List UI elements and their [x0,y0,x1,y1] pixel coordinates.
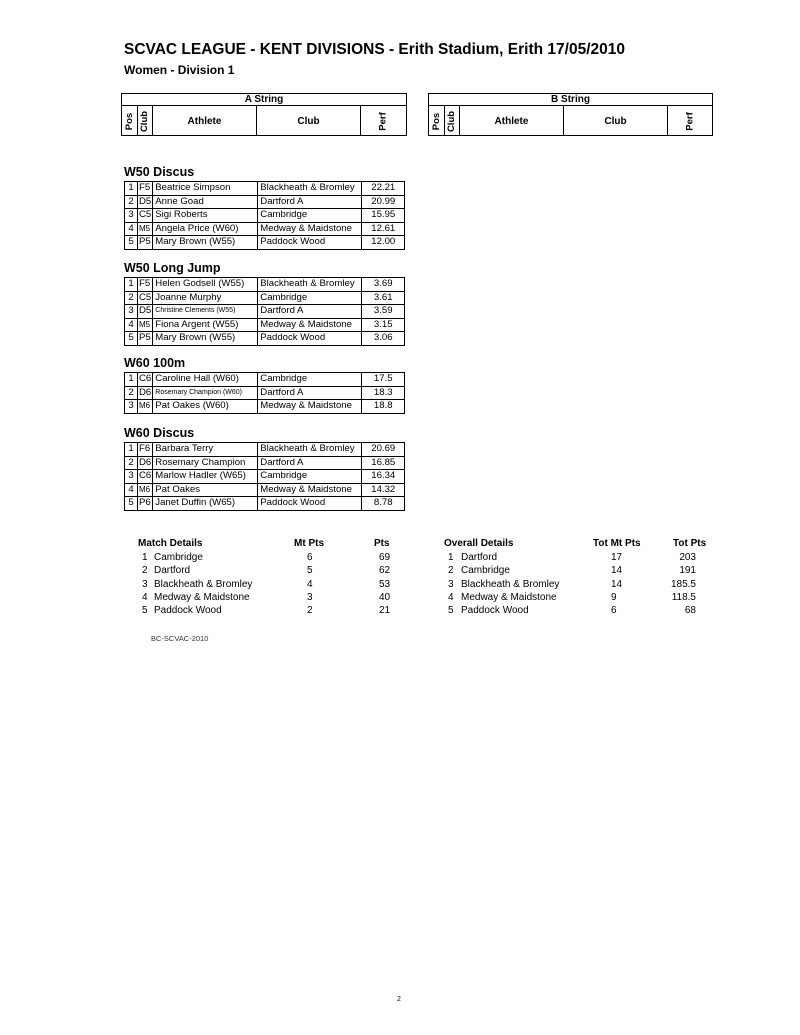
position-cell: 3 [125,305,138,319]
club-cell: Cambridge [258,373,362,387]
a-string-title: A String [122,94,406,106]
position-cell: 3 [125,209,138,223]
event-title: W50 Discus [124,165,195,179]
athlete-cell: Mary Brown (W55) [153,332,258,346]
match-pos: 2 [142,565,148,577]
club-cell: Dartford A [258,386,362,400]
a-string-header [121,93,407,136]
athlete-cell: Rosemary Champion [153,456,258,470]
mt-pts-header: Mt Pts [294,538,324,549]
athlete-cell: Pat Oakes (W60) [153,400,258,414]
match-mt-pts: 2 [307,605,313,617]
match-pos: 5 [142,605,148,617]
club-code-cell: C5 [139,291,152,303]
performance-cell: 3.69 [362,278,405,292]
club-cell: Dartford A [258,195,362,209]
performance-cell: 16.34 [362,470,405,484]
overall-pos: 3 [448,578,454,590]
event-block-w50-long-jump [124,261,405,346]
performance-cell: 15.95 [362,209,405,223]
result-row [125,209,405,223]
club-code-cell: F5 [138,182,153,196]
pos-column-header: Pos [431,112,442,130]
club-code-cell: D5 [139,305,152,317]
athlete-cell: Beatrice Simpson [153,182,258,196]
position-cell: 4 [125,318,138,332]
match-mt-pts: 6 [307,552,313,563]
athlete-cell: Fiona Argent (W55) [153,318,258,332]
overall-tot-pts: 68 [684,605,696,617]
athlete-cell: Angela Price (W60) [153,222,258,236]
performance-cell: 14.32 [362,483,405,497]
club-code-cell: D6 [139,456,152,468]
performance-cell: 3.15 [362,318,405,332]
result-row [125,386,405,400]
page-subtitle: Women - Division 1 [124,63,235,77]
athlete-cell: Mary Brown (W55) [153,236,258,250]
position-cell: 5 [125,236,138,250]
position-cell: 4 [125,222,138,236]
club-cell: Medway & Maidstone [258,483,362,497]
position-cell: 1 [125,373,138,387]
overall-club: Blackheath & Bromley [461,578,560,590]
result-row [125,195,405,209]
match-club: Dartford [154,565,191,577]
position-cell: 3 [125,400,138,414]
club-cell: Paddock Wood [258,497,362,511]
overall-tot-pts: 191 [679,565,696,577]
match-details [138,538,408,628]
club-code-cell: F5 [138,278,153,292]
result-row [125,291,405,305]
overall-pos: 1 [448,552,454,563]
position-cell: 2 [125,386,138,400]
match-mt-pts: 3 [307,591,313,603]
club-code-cell: D5 [139,195,152,207]
club-code-column-header: Club [446,110,458,132]
result-row [125,318,405,332]
overall-pos: 4 [448,591,454,603]
match-pts: 69 [379,552,391,563]
results-table [124,277,405,346]
performance-cell: 16.85 [362,456,405,470]
overall-tot-mt: 14 [611,578,623,590]
performance-cell: 8.78 [362,497,405,511]
club-code-cell: C6 [139,373,152,385]
athlete-cell: Barbara Terry [153,443,258,457]
performance-cell: 3.59 [362,305,405,319]
event-title: W50 Long Jump [124,261,221,275]
match-mt-pts: 5 [307,565,313,577]
match-mt-pts: 4 [307,578,313,590]
club-code-cell: M5 [138,318,153,332]
result-row [125,332,405,346]
page-title: SCVAC LEAGUE - KENT DIVISIONS - Erith Stadium, Erith 17/05/2010 [124,41,625,58]
club-code-cell: P6 [138,497,153,511]
position-cell: 2 [125,456,138,470]
b-string-header [428,93,713,136]
result-row [125,278,405,292]
match-pts: 40 [379,591,391,603]
perf-column-header: Perf [684,111,696,131]
athlete-cell: Pat Oakes [153,483,258,497]
b-string-title: B String [429,94,712,106]
results-table [124,442,405,511]
athlete-cell: Rosemary Champion (W60) [153,386,258,400]
club-cell: Blackheath & Bromley [258,182,362,196]
results-table [124,181,405,250]
performance-cell: 12.00 [362,236,405,250]
position-cell: 3 [125,470,138,484]
result-row [125,400,405,414]
athlete-cell: Helen Godsell (W55) [153,278,258,292]
result-row [125,470,405,484]
event-block-w50-discus [124,165,405,250]
club-cell: Cambridge [258,470,362,484]
club-column-header: Club [564,106,668,136]
match-pts: 53 [379,578,391,590]
event-block-w60-100m [124,356,405,414]
result-row [125,443,405,457]
performance-cell: 22.21 [362,182,405,196]
athlete-cell: Christine Clements (W55) [153,305,258,319]
club-cell: Cambridge [258,291,362,305]
page-number: 2 [397,996,401,1003]
club-code-cell: P5 [138,332,153,346]
club-code-column-header: Club [139,110,151,132]
match-pts: 21 [379,605,391,617]
club-code-cell: F6 [138,443,153,457]
performance-cell: 3.61 [362,291,405,305]
club-code-cell: P5 [138,236,153,250]
match-pos: 1 [142,552,148,563]
match-club: Cambridge [154,552,203,563]
club-code-cell: C5 [139,209,152,221]
club-cell: Paddock Wood [258,332,362,346]
position-cell: 2 [125,291,138,305]
position-cell: 2 [125,195,138,209]
overall-club: Cambridge [461,565,510,577]
club-cell: Medway & Maidstone [258,400,362,414]
performance-cell: 20.69 [362,443,405,457]
overall-club: Dartford [461,552,498,563]
pts-header: Pts [374,538,390,549]
result-row [125,497,405,511]
club-code-cell: C6 [139,470,152,482]
athlete-column-header: Athlete [460,106,564,136]
athlete-cell: Marlow Hadler (W65) [153,470,258,484]
match-pts: 62 [379,565,391,577]
overall-club: Medway & Maidstone [461,591,557,603]
performance-cell: 17.5 [362,373,405,387]
tot-pts-header: Tot Pts [673,538,707,549]
club-code-cell: M5 [138,222,153,236]
position-cell: 5 [125,332,138,346]
overall-pos: 2 [448,565,454,577]
performance-cell: 20.99 [362,195,405,209]
performance-cell: 3.06 [362,332,405,346]
overall-tot-mt: 9 [611,591,617,603]
athlete-cell: Joanne Murphy [153,291,258,305]
club-column-header: Club [257,106,361,136]
match-club: Paddock Wood [154,605,222,617]
results-table [124,372,405,414]
event-title: W60 Discus [124,426,195,440]
athlete-cell: Sigi Roberts [153,209,258,223]
overall-tot-pts: 203 [679,552,696,563]
result-row [125,305,405,319]
overall-club: Paddock Wood [461,605,529,617]
perf-column-header: Perf [377,111,389,131]
overall-pos: 5 [448,605,454,617]
overall-tot-pts: 118.5 [671,591,696,603]
athlete-cell: Anne Goad [153,195,258,209]
club-cell: Medway & Maidstone [258,222,362,236]
overall-tot-mt: 14 [611,565,623,577]
position-cell: 4 [125,483,138,497]
club-cell: Medway & Maidstone [258,318,362,332]
position-cell: 1 [125,443,138,457]
overall-tot-mt: 6 [611,605,617,617]
result-row [125,182,405,196]
result-row [125,222,405,236]
tot-mt-pts-header: Tot Mt Pts [593,538,641,549]
athlete-column-header: Athlete [153,106,257,136]
overall-tot-mt: 17 [611,552,623,563]
overall-details-header: Overall Details [444,538,514,549]
club-cell: Paddock Wood [258,236,362,250]
performance-cell: 18.3 [362,386,405,400]
club-cell: Cambridge [258,209,362,223]
position-cell: 1 [125,182,138,196]
club-cell: Dartford A [258,456,362,470]
club-code-cell: M6 [138,400,153,414]
footer-code: BC-SCVAC-2010 [151,634,209,643]
match-pos: 4 [142,591,148,603]
position-cell: 1 [125,278,138,292]
match-club: Blackheath & Bromley [154,578,253,590]
match-pos: 3 [142,578,148,590]
result-row [125,456,405,470]
performance-cell: 12.61 [362,222,405,236]
overall-tot-pts: 185.5 [670,578,696,590]
event-block-w60-discus [124,426,405,511]
result-row [125,236,405,250]
match-details-header: Match Details [138,538,203,549]
club-cell: Blackheath & Bromley [258,443,362,457]
performance-cell: 18.8 [362,400,405,414]
club-code-cell: D6 [139,386,152,398]
pos-column-header: Pos [124,112,135,130]
athlete-cell: Janet Duffin (W65) [153,497,258,511]
overall-details [444,538,724,628]
position-cell: 5 [125,497,138,511]
result-row [125,373,405,387]
event-title: W60 100m [124,356,186,370]
club-cell: Blackheath & Bromley [258,278,362,292]
match-club: Medway & Maidstone [154,591,250,603]
club-cell: Dartford A [258,305,362,319]
athlete-cell: Caroline Hall (W60) [153,373,258,387]
club-code-cell: M6 [138,483,153,497]
result-row [125,483,405,497]
